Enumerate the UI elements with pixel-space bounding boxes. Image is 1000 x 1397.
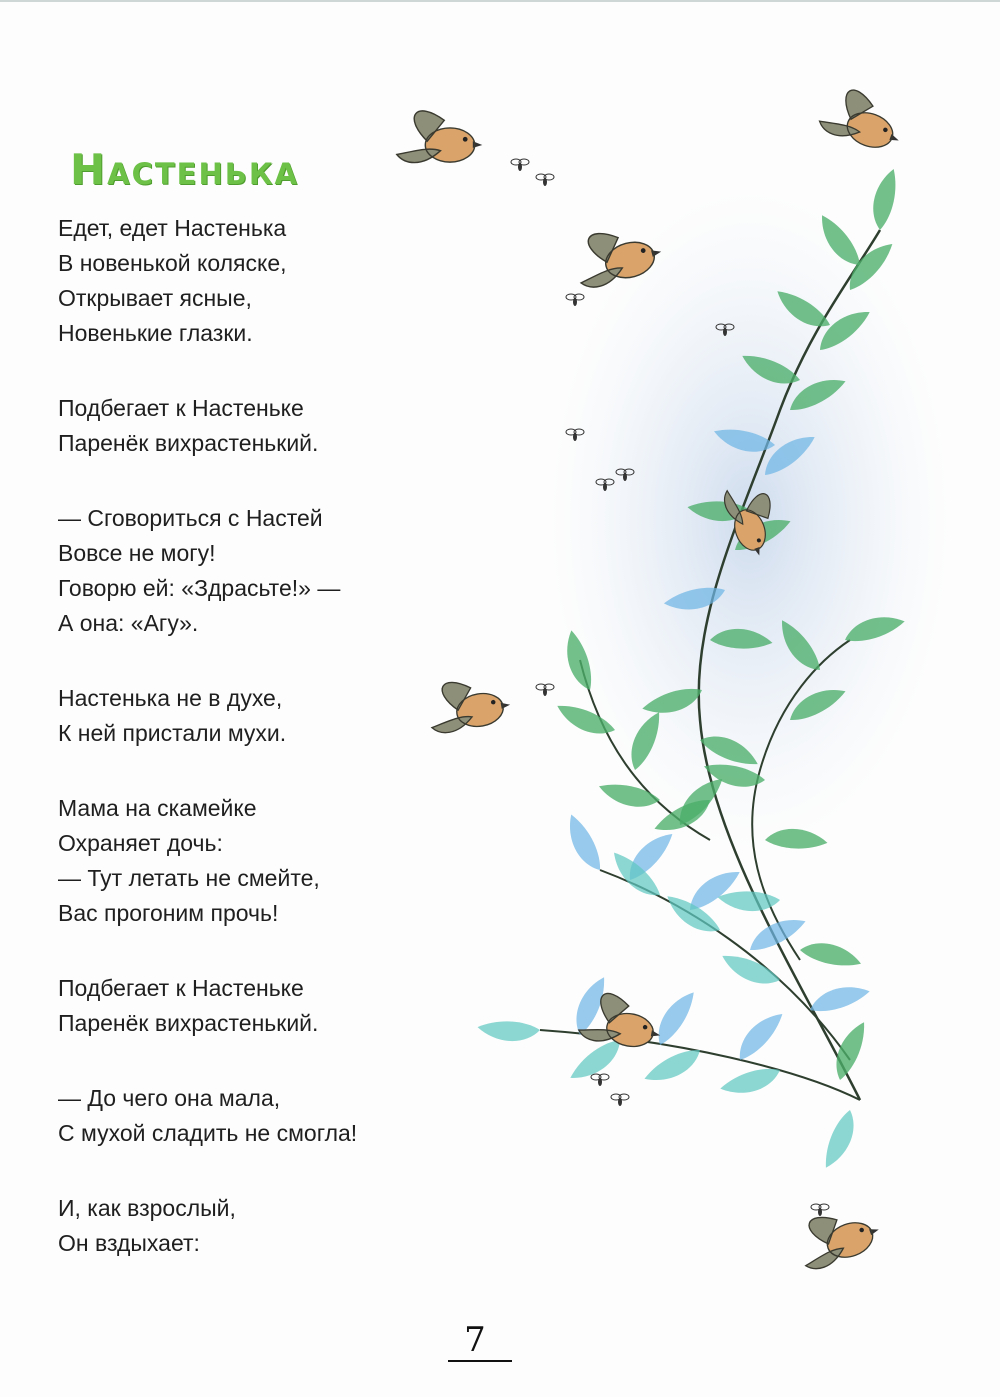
poem-line: Охраняет дочь: [58,830,223,856]
poem-line: Он вздыхает: [58,1230,200,1256]
poem-line: Мама на скамейке [58,795,257,821]
fly-icon [591,1074,609,1086]
poem-stanza [58,1191,478,1261]
fly-icon [811,1204,829,1216]
poem-line: — Сговориться с Настей [58,505,323,531]
poem-stanza [58,971,478,1041]
poem-line: — Тут летать не смейте, [58,865,320,891]
poem-body [58,211,478,1301]
bird-icon [792,1199,885,1273]
poem-line: Открывает ясные, [58,285,252,311]
fly-icon [511,159,529,171]
poem-stanza [58,681,478,751]
poem-line: Настенька не в духе, [58,685,283,711]
poem-line: Новенькие глазки. [58,320,253,346]
poem-line: — До чего она мала, [58,1085,281,1111]
poem-line: Подбегает к Настеньке [58,975,304,1001]
poem-stanza [58,501,478,641]
fly-icon [611,1094,629,1106]
poem-line: Подбегает к Настеньке [58,395,304,421]
poem-line: К ней пристали мухи. [58,720,287,746]
poem-line: Паренёк вихрастенький. [58,430,319,456]
poem-title: Настенька [70,145,299,194]
poem-stanza [58,791,478,931]
page-number: 7 [464,1320,486,1360]
poem-line: А она: «Агу». [58,610,199,636]
poem-line: С мухой сладить не смогла! [58,1120,358,1146]
fly-icon [536,684,554,696]
fly-icon [566,294,584,306]
poem-line: Едет, едет Настенька [58,215,287,241]
poem-line: Вас прогоним прочь! [58,900,279,926]
top-edge [0,0,1000,2]
poem-stanza [58,391,478,461]
poem-stanza [58,1081,478,1151]
bird-icon [397,111,483,163]
fly-icon [536,174,554,186]
poem-line: Говорю ей: «Здрасьте!» — [58,575,341,601]
poem-line: И, как взрослый, [58,1195,236,1221]
page-number-underline [448,1360,512,1362]
poem-line: Паренёк вихрастенький. [58,1010,319,1036]
bird-icon [817,82,910,156]
poem-line: Вовсе не могу! [58,540,216,566]
poem-stanza [58,211,478,351]
poem-line: В новенькой коляске, [58,250,287,276]
